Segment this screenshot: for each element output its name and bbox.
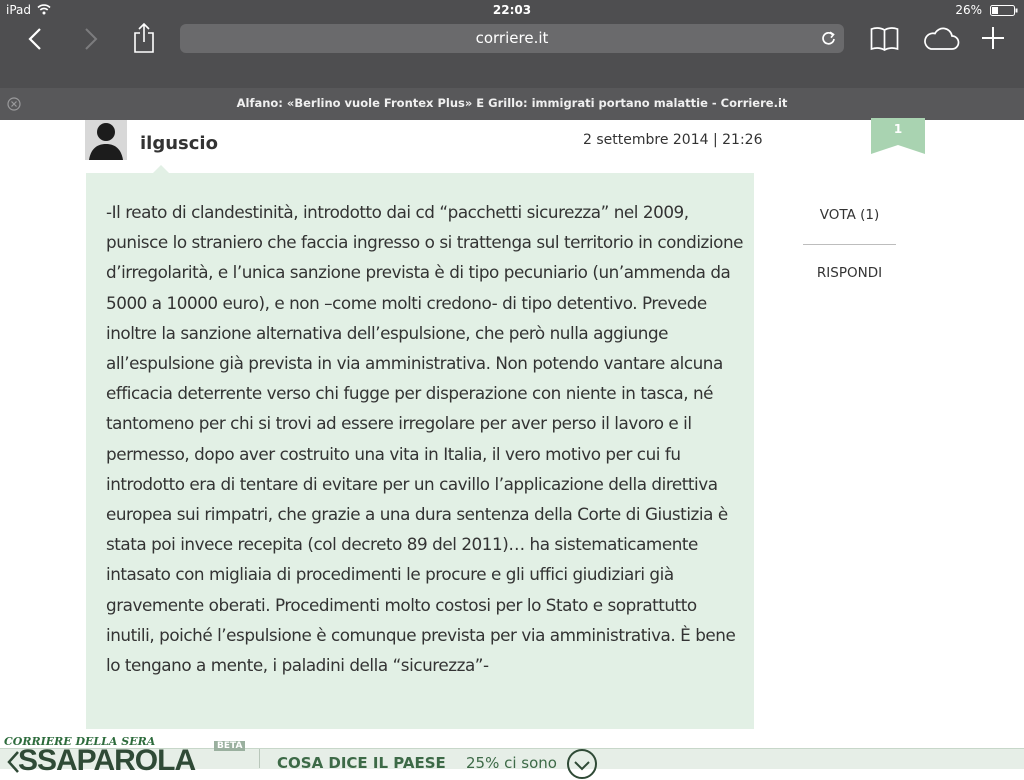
vote-button[interactable]: VOTA (1)	[819, 207, 880, 223]
new-tab-button[interactable]	[980, 25, 1006, 51]
divider	[259, 749, 260, 768]
browser-chrome	[0, 0, 1024, 120]
bottom-banner[interactable]	[0, 735, 1024, 777]
beta-badge: BETA	[214, 741, 245, 751]
avatar[interactable]	[85, 120, 127, 160]
vote-count: 1	[893, 122, 903, 136]
banner-section-link[interactable]: COSA DICE IL PAESE	[277, 754, 446, 772]
forward-button[interactable]	[78, 26, 102, 52]
banner-stat: 25% ci sono	[466, 754, 557, 772]
comment-date: 2 settembre 2014 | 21:26	[583, 132, 763, 148]
bookmarks-button[interactable]	[870, 26, 899, 51]
comment-author[interactable]: ilguscio	[140, 133, 218, 154]
status-time: 22:03	[492, 3, 532, 17]
comment-box	[86, 173, 754, 729]
battery-percent: 26%	[955, 3, 982, 17]
tab-bar	[0, 88, 1024, 120]
url-text: corriere.it	[475, 29, 549, 47]
status-bar	[0, 0, 1024, 20]
address-bar[interactable]	[180, 24, 844, 53]
tab-title[interactable]: Alfano: «Berlino vuole Frontex Plus» E Grillo: immigrati portano malattie - Corriere.it	[236, 96, 788, 110]
battery-icon	[990, 5, 1018, 16]
banner-brand: CORRIERE DELLA SERA	[4, 735, 156, 748]
comment-text: -Il reato di clandestinità, introdotto dai cd “pacchetti sicurezza” nel 2009, punisce lo straniero che faccia ingresso o si trattenga sul territorio in condizione d’irregolarità, e l’unica sanzione prevista è di tipo pecuniario (un’ammenda da 5000 a 10000 euro), e non –come molti credono- di tipo detentivo. Prevede inoltre la sanzione alternativa dell’espulsione, che però nulla aggiunge all’espulsione già prevista in via amministrativa. Non potendo vantare alcuna efficacia deterrente verso chi fugge per disperazione con niente in tasca, né tantomeno per chi si trovi ad essere irregolare per aver perso il lavoro e il permesso, dopo aver costruito una vita in Italia, il vero motivo per cui fu introdotto era di tentare di evitare per un cavillo l’applicazione della direttiva europea sui rimpatri, che grazie a una dura sentenza della Corte di Giustizia è stata poi invece recepita (col decreto 89 del 2011)… ha sistematicamente intasato con migliaia di procedimenti le procure e gli uffici giudiziari già gravemente oberati. Procedimenti molto costosi per lo Stato e soprattutto inutili, poiché l’espulsione è comunque prevista per via amministrativa. È bene lo tengano a mente, i paladini della “sicurezza”-	[106, 202, 743, 676]
back-button[interactable]	[24, 26, 48, 52]
icloud-tabs-button[interactable]	[922, 27, 960, 51]
reload-icon[interactable]	[821, 30, 837, 47]
share-button[interactable]	[131, 22, 157, 54]
user-silhouette-icon	[85, 120, 127, 160]
arrow-circle-icon[interactable]	[566, 748, 598, 780]
device-name: iPad	[6, 3, 32, 17]
reply-button[interactable]: RISPONDI	[816, 265, 883, 281]
banner-logo: SSAPAROLA	[18, 744, 196, 777]
divider	[803, 244, 896, 245]
